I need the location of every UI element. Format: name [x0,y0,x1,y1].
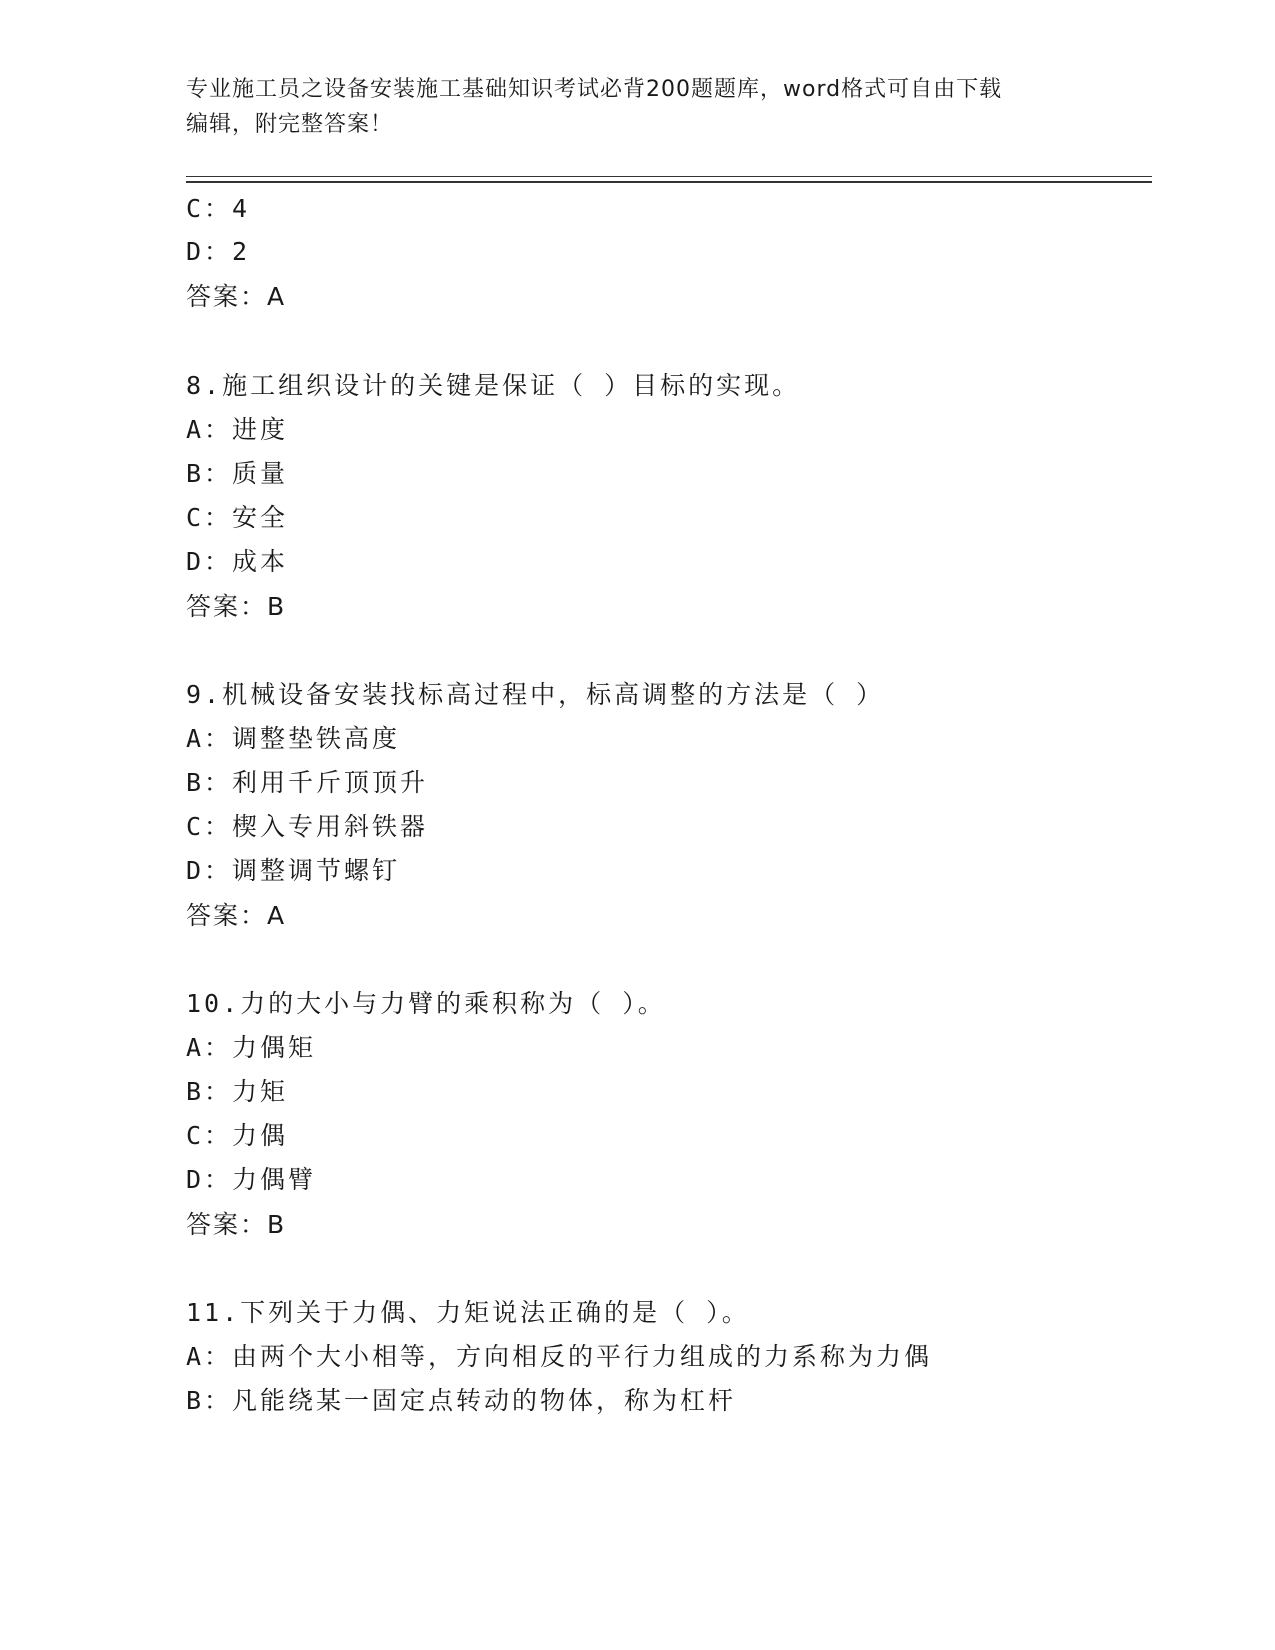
option-b: B：利用千斤顶顶升 [186,768,429,797]
answer-line: 答案：B [186,592,287,621]
option-a: A：由两个大小相等，方向相反的平行力组成的力系称为力偶 [186,1342,933,1371]
question-stem: 11.下列关于力偶、力矩说法正确的是（ ）。 [186,1298,750,1327]
option-d: D：2 [186,237,251,266]
document-header [186,72,1066,142]
option-a: A：调整垫铁高度 [186,724,401,753]
option-b: B：质量 [186,459,289,488]
option-c: C：力偶 [186,1121,289,1150]
option-b: B：凡能绕某一固定点转动的物体，称为杠杆 [186,1386,737,1415]
header-title-line-1: 专业施工员之设备安装施工基础知识考试必背200题题库，word格式可自由下载 [186,77,1003,102]
question-stem: 9.机械设备安装找标高过程中，标高调整的方法是（ ） [186,680,885,709]
answer-line: 答案：A [186,282,287,311]
answer-line: 答案：B [186,1210,287,1239]
option-a: A：进度 [186,415,289,444]
answer-line: 答案：A [186,901,287,930]
question-stem: 10.力的大小与力臂的乘积称为（ ）。 [186,989,666,1018]
option-c: C：4 [186,194,251,223]
header-divider-thick [186,181,1152,183]
option-c: C：楔入专用斜铁器 [186,812,429,841]
option-d: D：调整调节螺钉 [186,856,401,885]
option-b: B：力矩 [186,1077,289,1106]
option-d: D：力偶臂 [186,1165,317,1194]
header-title-line-2: 编辑，附完整答案！ [186,112,394,137]
option-c: C：安全 [186,503,289,532]
option-a: A：力偶矩 [186,1033,317,1062]
option-d: D：成本 [186,547,289,576]
question-stem: 8.施工组织设计的关键是保证（ ）目标的实现。 [186,371,801,400]
header-divider-thin [186,176,1152,177]
